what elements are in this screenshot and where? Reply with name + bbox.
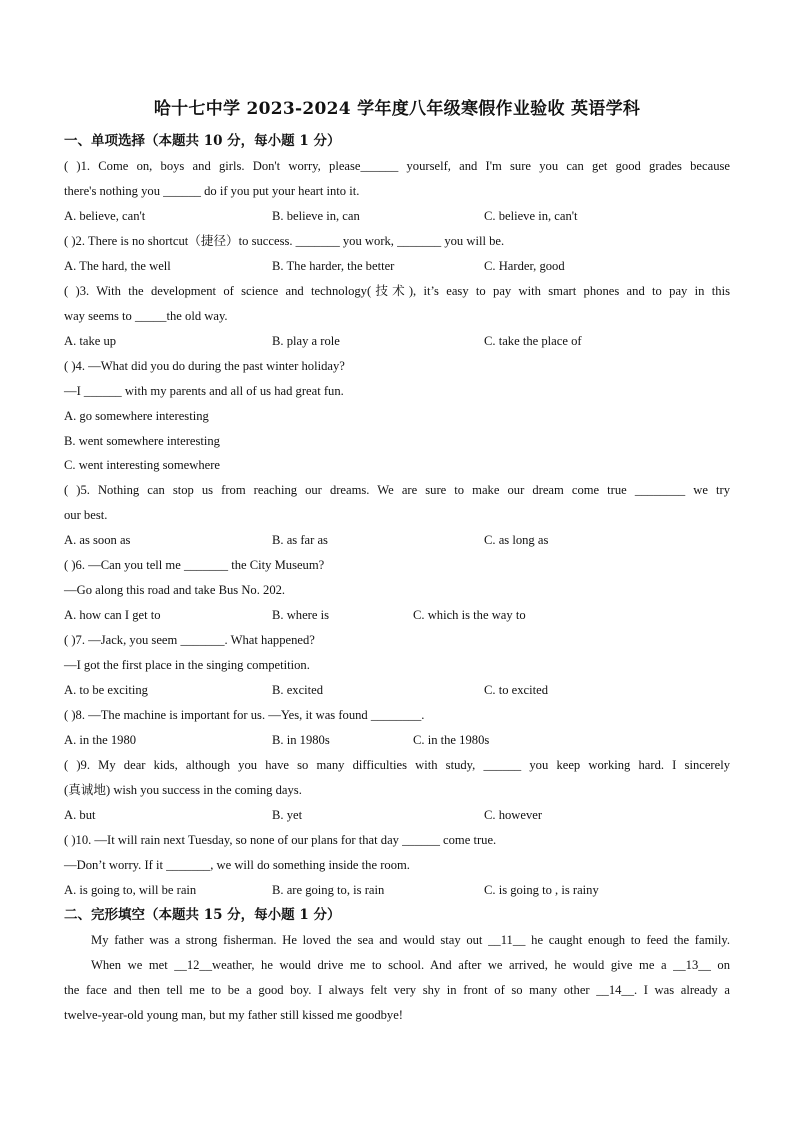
question-5-line-1: ( )5. Nothing can stop us from reaching our dreams. We are sure to make our dream come true ________ we try [64,483,730,497]
question-7-option-a: A. to be exciting [64,683,148,697]
question-9-line-2: (真诚地) wish you success in the coming days. [64,783,302,797]
question-10-option-c: C. is going to , is rainy [484,883,599,897]
question-3-line-1: ( )3. With the development of science and technology(技术), it’s easy to pay with smart phones and to pay in this [64,284,730,298]
question-5-option-a: A. as soon as [64,533,131,547]
question-7-line-1: ( )7. —Jack, you seem _______. What happened? [64,633,315,647]
question-4-option-c: C. went interesting somewhere [64,458,220,472]
question-3-option-a: A. take up [64,334,117,348]
question-5-line-2: our best. [64,508,108,522]
question-10-line-2: —Don’t worry. If it _______, we will do something inside the room. [64,858,410,872]
question-3-option-c: C. take the place of [484,334,582,348]
question-9-option-b: B. yet [272,808,303,822]
question-5-option-b: B. as far as [272,533,328,547]
page-title: 哈十七中学 2023-2024 学年度八年级寒假作业验收 英语学科 [153,99,641,119]
question-4-option-a: A. go somewhere interesting [64,409,209,423]
question-4-line-1: ( )4. —What did you do during the past winter holiday? [64,359,345,373]
cloze-paragraph-1: My father was a strong fisherman. He loved the sea and would stay out __11__ he caught enough to feed the family. [91,933,730,947]
cloze-paragraph-2-line-2: the face and then tell me to be a good boy. I always felt very shy in front of so many other __14__. I was already a [64,983,730,997]
question-8-option-a: A. in the 1980 [64,733,137,747]
question-9-option-a: A. but [64,808,96,822]
question-5-option-c: C. as long as [484,533,549,547]
question-2-option-a: A. The hard, the well [64,259,171,273]
question-2-option-b: B. The harder, the better [272,259,395,273]
question-4-line-2: —I ______ with my parents and all of us had great fun. [64,384,344,398]
question-6-line-1: ( )6. —Can you tell me _______ the City Museum? [64,558,325,572]
question-4-option-b: B. went somewhere interesting [64,434,220,448]
question-1-option-a: A. believe, can't [64,209,146,223]
question-6-line-2: —Go along this road and take Bus No. 202. [64,583,286,597]
question-7-option-b: B. excited [272,683,324,697]
question-1-option-b: B. believe in, can [272,209,360,223]
cloze-paragraph-2-line-1: When we met __12__weather, he would drive me to school. And after we arrived, he would give me a __13__ on [91,958,730,972]
question-10-option-b: B. are going to, is rain [272,883,385,897]
question-2-option-c: C. Harder, good [484,259,565,273]
question-9-line-1: ( )9. My dear kids, although you have so many difficulties with study, ______ you keep working hard. I sincerely [64,758,730,772]
question-9-option-c: C. however [484,808,543,822]
question-1-line-2: there's nothing you ______ do if you put your heart into it. [64,184,360,198]
cloze-paragraph-2-line-3: twelve-year-old young man, but my father still kissed me goodbye! [64,1008,403,1022]
question-10-line-1: ( )10. —It will rain next Tuesday, so none of our plans for that day ______ come true. [64,833,497,847]
question-1-option-c: C. believe in, can't [484,209,578,223]
question-1-line-1: ( )1. Come on, boys and girls. Don't worry, please______ yourself, and I'm sure you can get good grades because [64,159,730,173]
question-6-option-c: C. which is the way to [413,608,526,622]
question-8-line-1: ( )8. —The machine is important for us. —Yes, it was found ________. [64,708,425,722]
question-3-line-2: way seems to _____the old way. [64,309,228,323]
question-6-option-a: A. how can I get to [64,608,161,622]
section-heading-multiple-choice: 一、单项选择（本题共 10 分，每小题 1 分） [64,133,341,149]
question-7-line-2: —I got the first place in the singing competition. [64,658,310,672]
section-heading-cloze: 二、完形填空（本题共 15 分，每小题 1 分） [64,907,341,923]
question-3-option-b: B. play a role [272,334,340,348]
question-8-option-c: C. in the 1980s [413,733,490,747]
question-8-option-b: B. in 1980s [272,733,330,747]
question-6-option-b: B. where is [272,608,330,622]
question-10-option-a: A. is going to, will be rain [64,883,197,897]
question-7-option-c: C. to excited [484,683,549,697]
question-2-line-1: ( )2. There is no shortcut（捷径）to success. _______ you work, _______ you will be. [64,234,505,248]
